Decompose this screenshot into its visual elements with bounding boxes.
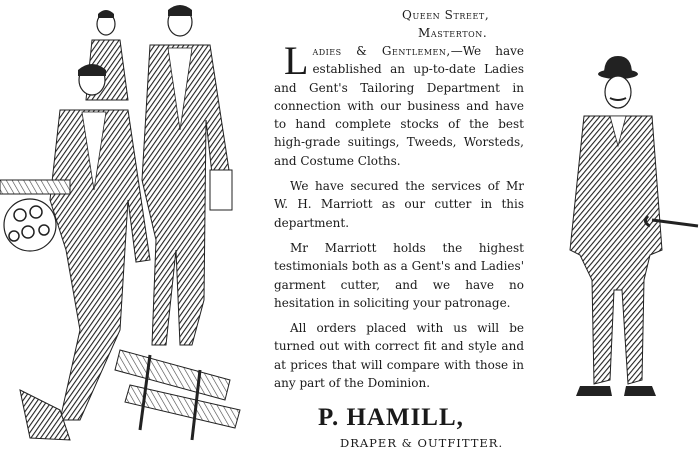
paragraph-cutter: We have secured the services of Mr W. H. Marriott as our cutter in this department. <box>274 179 524 230</box>
gentlemen-group-illustration <box>0 0 262 465</box>
lead-words: adies & Gentlemen, <box>312 44 451 58</box>
paragraph-orders: All orders placed with us will be turned out with correct fit and style and at prices that will compare with those in any part of the Dominion. <box>274 321 524 391</box>
address-street: Queen Street, <box>402 8 490 22</box>
bench-drawing <box>115 350 240 440</box>
drop-cap: L <box>284 38 309 83</box>
left-shoe <box>576 386 612 396</box>
intro-text: —We have established an up-to-date Ladies and Gent's Tailoring Department in connection with our business and have to hand complete stocks of the best high-grade suitings, Tweeds, Worsteds, and Costume Cloths. <box>274 44 524 168</box>
right-shoe <box>624 386 656 396</box>
merchant-trade: DRAPER & OUTFITTER. <box>340 436 504 450</box>
paragraph-intro <box>274 38 524 170</box>
merchant-name: P. HAMILL, <box>318 404 464 431</box>
tall-figure <box>142 5 232 345</box>
front-figure <box>20 64 150 440</box>
paragraph-testimonials: Mr Marriott holds the highest testimonials both as a Gent's and Ladies' garment cutter, and we have no hesitation in soliciting your patronage. <box>274 240 524 310</box>
address-block <box>390 6 530 42</box>
address-town: Masterton. <box>418 26 488 40</box>
gentleman-overcoat-illustration <box>540 50 700 410</box>
head <box>605 76 631 108</box>
advert-body <box>274 38 524 399</box>
overcoat <box>570 116 662 384</box>
